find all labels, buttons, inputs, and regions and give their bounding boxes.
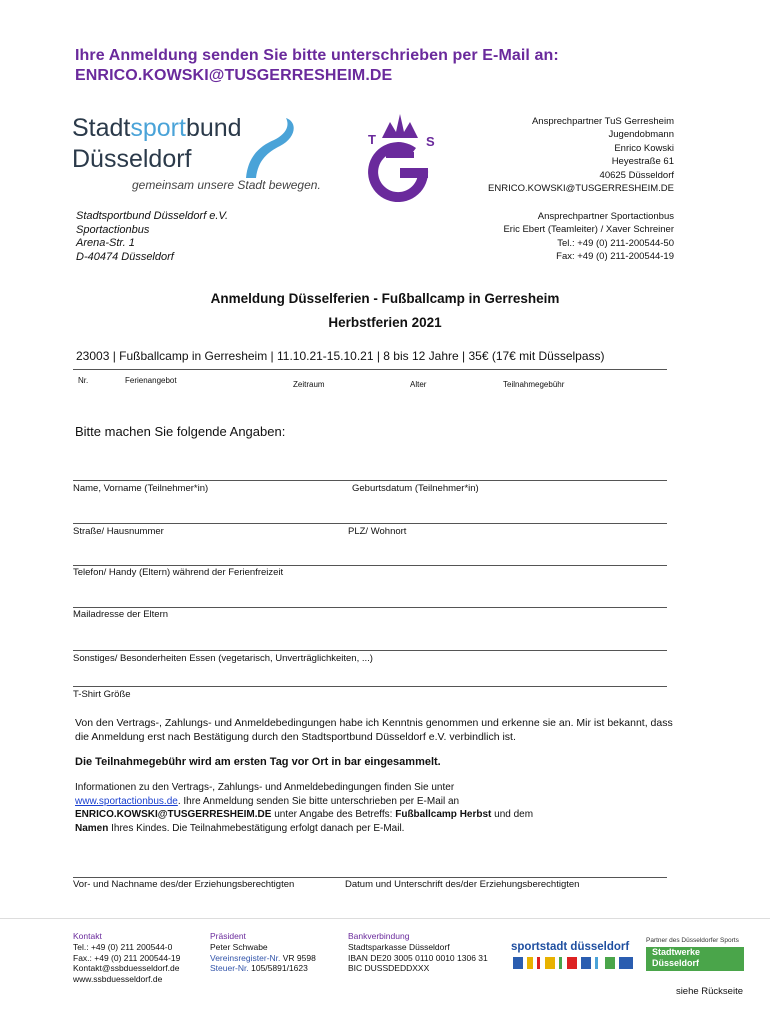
signature-field[interactable]: [73, 877, 667, 878]
footer-line: BIC DUSSDEDDXXX: [348, 963, 430, 974]
col-gebuehr: Teilnahmegebühr: [503, 380, 565, 389]
contact-tus-email: ENRICO.KOWSKI@TUSGERRESHEIM.DE: [488, 183, 674, 195]
footer-bank: [348, 931, 488, 974]
info-text: . Ihre Anmeldung senden Sie bitte unterschrieben per E-Mail an: [177, 795, 460, 807]
footer-line: Fax.: +49 (0) 211 200544-19: [73, 952, 181, 963]
footer-kontakt: [73, 931, 180, 985]
address-line: D-40474 Düsseldorf: [76, 250, 174, 263]
contact-bus-line: Eric Ebert (Teamleiter) / Xaver Schreiner: [503, 224, 674, 236]
info-subject: Fußballcamp Herbst: [395, 809, 492, 820]
address-line: Sportactionbus: [76, 223, 150, 236]
sportactionbus-link[interactable]: www.sportactionbus.de: [75, 795, 178, 807]
contact-bus-line: Ansprechpartner Sportactionbus: [537, 211, 674, 222]
form-prompt: Bitte machen Sie folgende Angaben:: [75, 424, 286, 439]
footer-praesident-head: Präsident: [210, 931, 246, 941]
tax-label: Steuer-Nr.: [210, 963, 249, 974]
page-subtitle: Herbstferien 2021: [328, 315, 442, 330]
plz-label: PLZ/ Wohnort: [348, 526, 407, 537]
footer-praesident: [210, 931, 316, 974]
street-field[interactable]: [73, 523, 667, 524]
signature-name-label: Vor- und Nachname des/der Erziehungsberechtigten: [73, 879, 295, 890]
address-line: Stadtsportbund Düsseldorf e.V.: [76, 210, 229, 222]
club-letter-t: T: [368, 132, 376, 147]
overleaf-note: siehe Rückseite: [675, 986, 743, 997]
partner-label: Partner des Düsseldorfer Sports: [646, 937, 739, 944]
info-text: Informationen zu den Vertrags-, Zahlungs- und Anmeldebedingungen finden Sie unter: [75, 782, 455, 793]
club-letter-s: S: [426, 134, 435, 149]
footer-line: www.ssbduesseldorf.de: [73, 974, 163, 985]
offer-underline: [73, 369, 667, 370]
contact-bus-block: [503, 210, 674, 264]
info-paragraph: [75, 781, 675, 835]
col-nr: Nr.: [78, 376, 89, 385]
info-text: und dem: [491, 809, 534, 820]
info-email: ENRICO.KOWSKI@TUSGERRESHEIM.DE: [75, 809, 272, 820]
logo-bund: bund: [185, 114, 242, 142]
footer-line: Tel.: +49 (0) 211 200544-0: [73, 941, 173, 952]
logo-tagline: gemeinsam unsere Stadt bewegen.: [132, 178, 321, 192]
street-label: Straße/ Hausnummer: [73, 526, 164, 537]
col-zeitraum: Zeitraum: [293, 380, 325, 389]
stadtwerke-line2: Düsseldorf: [652, 958, 700, 968]
register-value: VR 9598: [282, 952, 316, 963]
stadtsportbund-logo-city: Düsseldorf: [72, 145, 192, 173]
phone-label: Telefon/ Handy (Eltern) während der Ferienfreizeit: [73, 567, 284, 578]
address-line: Arena-Str. 1: [76, 237, 135, 249]
info-names: Namen: [75, 822, 109, 834]
footer-line: Peter Schwabe: [210, 941, 268, 952]
contact-bus-line: Fax: +49 (0) 211-200544-19: [556, 251, 674, 263]
contact-tus-line: Ansprechpartner TuS Gerresheim: [531, 116, 674, 127]
footer-kontakt-head: Kontakt: [73, 931, 102, 941]
logo-sport: sport: [130, 114, 186, 142]
club-letter-u: U: [394, 141, 403, 155]
footer-bank-head: Bankverbindung: [348, 931, 410, 941]
col-alter: Alter: [410, 380, 427, 389]
fee-note: Die Teilnahmegebühr wird am ersten Tag vor Ort in bar eingesammelt.: [75, 756, 441, 768]
contact-bus-line: Tel.: +49 (0) 211-200544-50: [557, 237, 674, 249]
tax-value: 105/5891/1623: [251, 963, 308, 974]
footer-line: IBAN DE20 3005 0110 0010 1306 31: [348, 952, 488, 963]
info-text: unter Angabe des Betreffs:: [271, 809, 396, 820]
other-label: Sonstiges/ Besonderheiten Essen (vegetarisch, Unverträglichkeiten, ...): [73, 653, 373, 664]
email-label: Mailadresse der Eltern: [73, 609, 169, 620]
name-field[interactable]: [73, 480, 667, 481]
logo-stadt: Stadt: [72, 114, 131, 142]
name-label: Name, Vorname (Teilnehmer*in): [73, 483, 209, 494]
phone-field[interactable]: [73, 565, 667, 566]
register-label: Vereinsregister-Nr.: [210, 952, 281, 963]
birthdate-label: Geburtsdatum (Teilnehmer*in): [352, 483, 479, 494]
tshirt-label: T-Shirt Größe: [73, 689, 131, 700]
signature-date-label: Datum und Unterschrift des/der Erziehungsberechtigten: [345, 879, 580, 890]
terms-text: Von den Vertrags-, Zahlungs- und Anmeldebedingungen habe ich Kenntnis genommen und erkenne sie an. Mir ist bekannt, dass die Anmeldung erst nach Bestätigung durch den Stadtsportbund Düsseldorf e.V. verbindlich ist.: [75, 717, 673, 743]
contact-tus-line: 40625 Düsseldorf: [599, 169, 674, 181]
contact-tus-line: Jugendobmann: [608, 129, 674, 141]
other-field[interactable]: [73, 650, 667, 651]
sportstadt-color-bars-icon: [513, 957, 633, 969]
contact-tus-line: Heyestraße 61: [611, 156, 674, 168]
address-block: [76, 210, 228, 264]
stadtwerke-logo: [646, 947, 744, 971]
info-text: Ihres Kindes. Die Teilnahmebestätigung erfolgt danach per E-Mail.: [108, 822, 405, 834]
swoosh-icon: [236, 116, 300, 180]
offer-line: 23003 | Fußballcamp in Gerresheim | 11.10.21-15.10.21 | 8 bis 12 Jahre | 35€ (17€ mit Düsselpass): [76, 349, 605, 363]
email-field[interactable]: [73, 607, 667, 608]
header-line-1: Ihre Anmeldung senden Sie bitte unterschrieben per E-Mail an:: [75, 47, 559, 64]
sportstadt-logo: sportstadt düsseldorf: [511, 941, 630, 953]
contact-tus-line: Enrico Kowski: [614, 142, 674, 154]
header-email: ENRICO.KOWSKI@TUSGERRESHEIM.DE: [75, 67, 393, 84]
footer-line: Kontakt@ssbduesseldorf.de: [73, 963, 180, 974]
tus-gerresheim-logo-icon: [352, 108, 448, 204]
col-angebot: Ferienangebot: [125, 376, 177, 385]
stadtwerke-line1: Stadtwerke: [652, 947, 701, 957]
footer-line: Stadtsparkasse Düsseldorf: [348, 941, 450, 952]
page-title: Anmeldung Düsselferien - Fußballcamp in Gerresheim: [210, 291, 560, 306]
stadtsportbund-logo-line1: [72, 115, 242, 141]
tshirt-field[interactable]: [73, 686, 667, 687]
contact-tus-block: [488, 115, 674, 195]
footer-divider: [0, 918, 770, 919]
